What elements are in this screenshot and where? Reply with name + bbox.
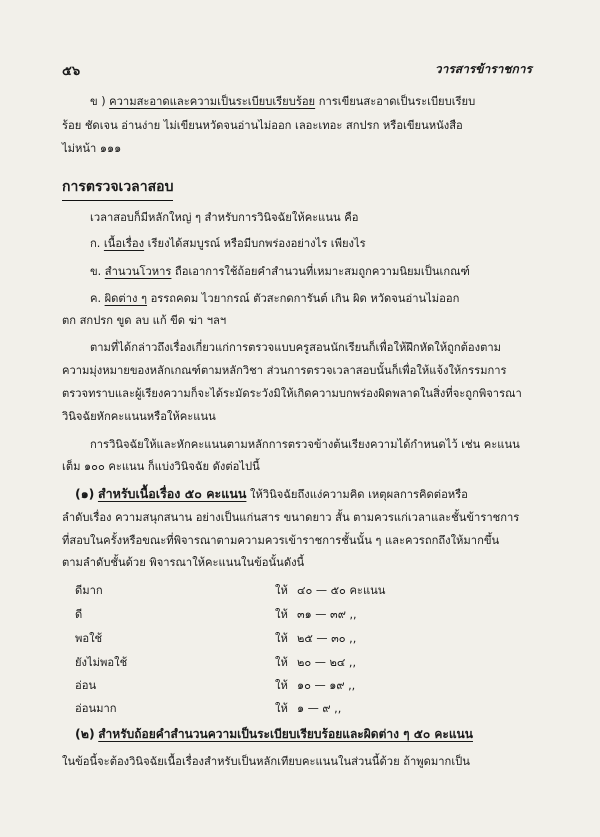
running-header: วารสารข้าราชการ	[434, 62, 532, 76]
para2-line2: ความมุ่งหมายของหลักเกณฑ์ตามหลักวิชา ส่วนการตรวจเวลาสอบนั้นก็เพื่อให้แจ้งให้กรรมการ	[62, 364, 507, 377]
grade-row: อ่อน ให้ ๑๐ — ๑๙ ,,	[75, 679, 356, 692]
criterion-a: ก. เนื้อเรื่อง เรียงได้สมบูรณ์ หรือมีบกพร่องอย่างไร เพียงไร	[90, 237, 366, 250]
criterion-c-cont: ตก สกปรก ขูด ลบ แก้ ขีด ฆ่า ฯลฯ	[62, 314, 227, 327]
sub2-line2: ในข้อนี้จะต้องวินิจฉัยเนื้อเรื่องสำหรับเป็นหลักเทียบคะแนนในส่วนนี้ด้วย ถ้าพูดมากเป็น	[62, 755, 470, 768]
sub1-line4: ตามลำดับชั้นด้วย พิจารณาให้คะแนนในข้อนั้นดังนี้	[62, 556, 305, 569]
para-b-line2: ร้อย ชัดเจน อ่านง่าย ไม่เขียนหวัดจนอ่านไม่ออก เลอะเทอะ สกปรก หรือเขียนหนังสือ	[62, 119, 463, 132]
sub1-line3: ที่สอบในครั้งหรือขณะที่พิจารณาตามความควรเข้าราชการชั้นนั้น ๆ และควรถกถึงให้มากขึ้น	[62, 534, 500, 547]
sub1-line2: ลำดับเรื่อง ความสนุกสนาน อย่างเป็นแก่นสาร ขนาดยาว สั้น ตามควรแก่เวลาและชั้นข้าราชการ	[62, 511, 520, 524]
grade-row: ดีมาก ให้ ๔๐ — ๕๐ คะแนน	[75, 584, 386, 597]
para2-line3: ตรวจทราบและผู้เรียงความก็จะได้ระมัดระวังมิให้เกิดความบกพร่องผิดพลาดในสิ่งที่จะถูกพิจารณา	[62, 387, 522, 400]
section-heading: การตรวจเวลาสอบ	[62, 176, 173, 201]
grade-row: อ่อนมาก ให้ ๑ — ๙ ,,	[75, 702, 342, 715]
para-b-title: ความสะอาดและความเป็นระเบียบเรียบร้อย	[109, 95, 316, 108]
para2-line4: วินิจฉัยหักคะแนนหรือให้คะแนน	[62, 410, 216, 423]
sub1-line1: (๑) สำหรับเนื้อเรื่อง ๕๐ คะแนน ให้วินิจฉัยถึงแง่ความคิด เหตุผลการคิดต่อหรือ	[75, 486, 468, 501]
criterion-c: ค. ผิดต่าง ๆ อรรถคดม ไวยากรณ์ ตัวสะกดการันต์ เกิน ผิด หวัดจนอ่านไม่ออก	[90, 292, 460, 305]
sub1-title: สำหรับเนื้อเรื่อง ๕๐ คะแนน	[97, 486, 247, 501]
grade-row: ดี ให้ ๓๑ — ๓๙ ,,	[75, 608, 357, 621]
para-b-line1: ข ) ความสะอาดและความเป็นระเบียบเรียบร้อย การเขียนสะอาดเป็นระเบียบเรียบ	[90, 95, 476, 108]
grade-row: พอใช้ ให้ ๒๕ — ๓๐ ,,	[75, 632, 357, 645]
sub2-title: สำหรับถ้อยคำสำนวนความเป็นระเบียบเรียบร้อยและผิดต่าง ๆ ๕๐ คะแนน	[98, 727, 473, 741]
page-number: ๕๖	[62, 64, 81, 79]
criterion-b: ข. สำนวนโวหาร ถือเอาการใช้ถ้อยคำสำนวนที่เหมาะสมถูกความนิยมเป็นเกณฑ์	[90, 265, 470, 278]
para3-line1: การวินิจฉัยให้และหักคะแนนตามหลักการตรวจข้างต้นเรียงความได้กำหนดไว้ เช่น คะแนน	[90, 438, 520, 451]
grade-row: ยังไม่พอใช้ ให้ ๒๐ — ๒๔ ,,	[75, 656, 357, 669]
para3-line2: เต็ม ๑๐๐ คะแนน ก็แบ่งวินิจฉัย ดังต่อไปนี้	[62, 460, 260, 473]
para-b-line3: ไม่หน้า ๑๑๑	[62, 142, 122, 155]
para2-line1: ตามที่ได้กล่าวถึงเรื่องเกี่ยวแก่การตรวจแบบครูสอนนักเรียนก็เพื่อให้ฝึกหัดให้ถูกต้องตาม	[90, 341, 502, 354]
sub2-line1: (๒) สำหรับถ้อยคำสำนวนความเป็นระเบียบเรียบร้อยและผิดต่าง ๆ ๕๐ คะแนน	[75, 726, 473, 741]
intro-line: เวลาสอบก็มีหลักใหญ่ ๆ สำหรับการวินิจฉัยให้คะแนน คือ	[90, 211, 359, 224]
